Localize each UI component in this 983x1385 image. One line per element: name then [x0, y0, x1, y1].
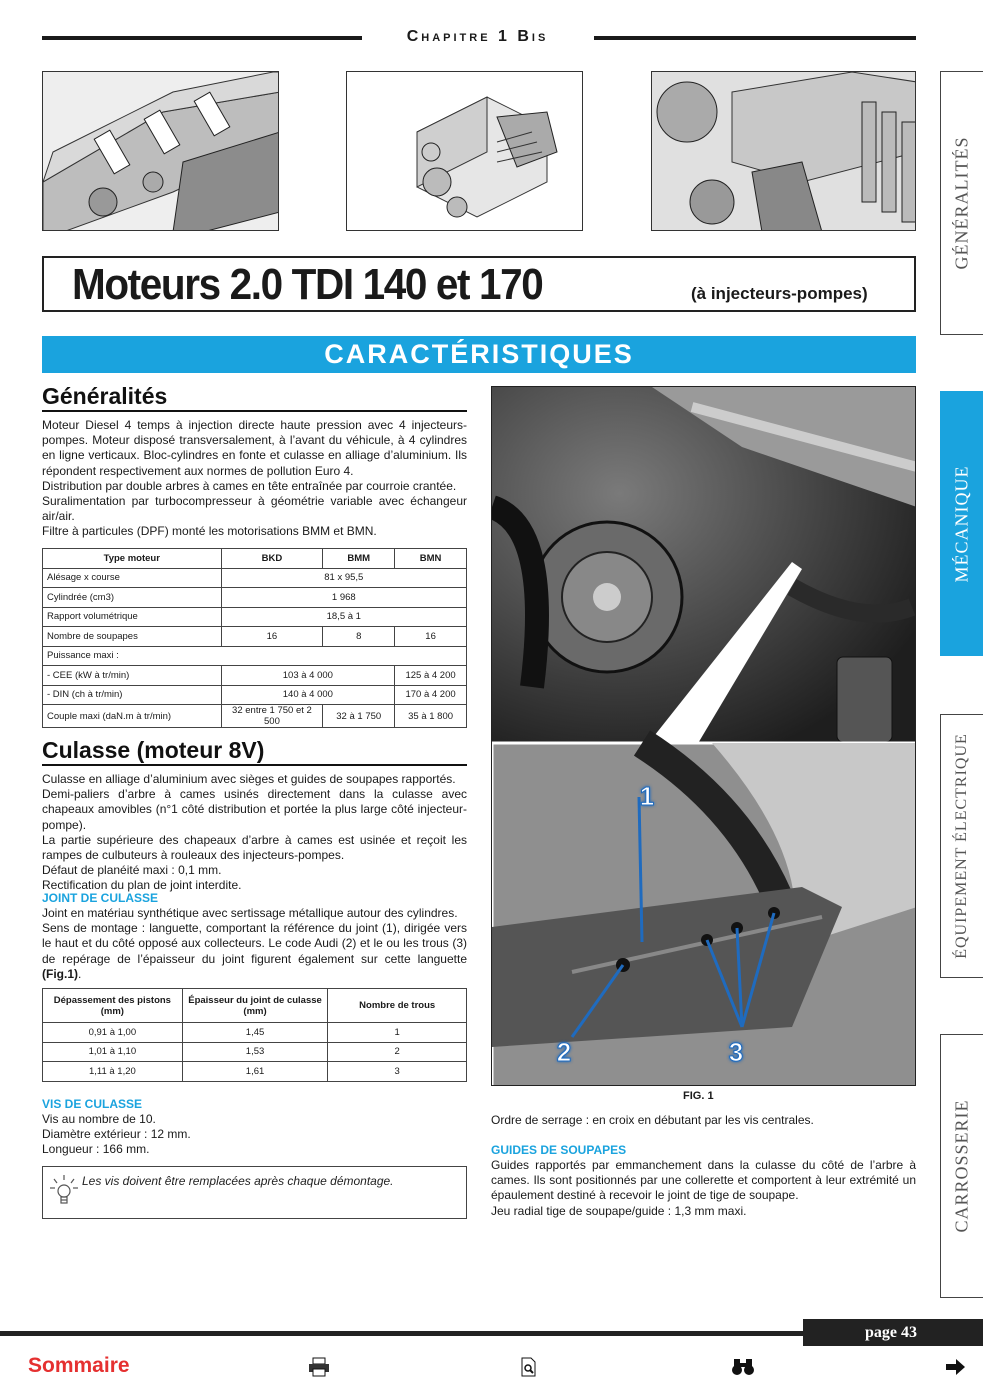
table-cell: Alésage x course [43, 568, 222, 588]
heading-underline [42, 764, 467, 766]
section-banner: CARACTÉRISTIQUES [42, 336, 916, 373]
paragraph: Joint en matériau synthétique avec sertissage métallique autour des cylindres. [42, 906, 458, 920]
culasse-text [42, 772, 467, 894]
engine-photo-2 [346, 71, 583, 231]
note-text: Les vis doivent être remplacées après chaque démontage. [82, 1174, 394, 1188]
table-header: Nombre de trous [328, 989, 467, 1023]
table-cell: 81 x 95,5 [221, 568, 466, 588]
table-cell: 35 à 1 800 [395, 705, 467, 728]
vis-text [42, 1112, 467, 1158]
chapter-title: Chapitre 1 Bis [406, 28, 549, 45]
joint-text [42, 906, 467, 982]
tab-carrosserie-label: CARROSSERIE [951, 1099, 972, 1233]
table-header: Dépassement des pistons (mm) [43, 989, 183, 1023]
table-cell: 1,11 à 1,20 [43, 1062, 183, 1082]
paragraph-text: Sens de montage : languette, comportant la référence du joint (1), dirigée vers le haut et du côté opposé aux collecteurs. Le code Audi (2) et le ou les trous (3) de repérage de l’épaisseur du joint figurent également sur cette languette [42, 921, 467, 966]
page-subtitle: (à injecteurs-pompes) [691, 284, 868, 303]
table-cell: 140 à 4 000 [221, 685, 395, 705]
callout-3: 3 [728, 1037, 744, 1067]
table-cell: - CEE (kW à tr/min) [43, 666, 222, 686]
tab-mecanique-label: MÉCANIQUE [951, 465, 972, 582]
note-box [42, 1166, 467, 1219]
paragraph: Demi-paliers d’arbre à cames usinés directement dans la culasse avec chapeaux amovibles (n°1 côté distribution et portée la plus large côté injecteur-pompe). [42, 787, 467, 832]
table-row [43, 568, 467, 588]
figure-1-photo [491, 386, 916, 1086]
table-header-row [43, 989, 467, 1023]
table-row [43, 1042, 467, 1062]
paragraph: Longueur : 166 mm. [42, 1142, 150, 1157]
paragraph: Culasse en alliage d’aluminium avec sièges et guides de soupapes rapportés. [42, 772, 456, 786]
table-cell: 0,91 à 1,00 [43, 1023, 183, 1043]
table-row [43, 685, 467, 705]
paragraph: Guides rapportés par emmanchement dans la culasse du côté de l’arbre à cames. Ils sont positionnés par une collerette et comportent à leur extrémité un épaulement destiné à recevoir le joint de tige de soupape. [491, 1158, 916, 1203]
paragraph: Filtre à particules (DPF) monté les motorisations BMM et BMN. [42, 524, 377, 539]
table-header: BMM [323, 549, 395, 569]
tab-generalites[interactable] [940, 71, 983, 335]
table-cell: 1 [328, 1023, 467, 1043]
table-cell: 3 [328, 1062, 467, 1082]
table-cell: Rapport volumétrique [43, 607, 222, 627]
paragraph: Défaut de planéité maxi : 0,1 mm. [42, 863, 222, 878]
table-cell: 18,5 à 1 [221, 607, 466, 627]
table-cell: - DIN (ch à tr/min) [43, 685, 222, 705]
joint-heading: JOINT DE CULASSE [42, 891, 159, 905]
engine-photo-3 [651, 71, 916, 231]
engine-spec-table [42, 548, 467, 728]
table-cell: 1 968 [221, 588, 466, 608]
table-cell: 2 [328, 1042, 467, 1062]
table-cell: 103 à 4 000 [221, 666, 395, 686]
search-document-icon[interactable] [520, 1357, 538, 1383]
table-cell: Nombre de soupapes [43, 627, 222, 647]
figure-caption: FIG. 1 [683, 1090, 714, 1102]
table-cell: 16 [395, 627, 467, 647]
table-cell: 170 à 4 200 [395, 685, 467, 705]
table-row [43, 646, 467, 666]
sommaire-link[interactable]: Sommaire [28, 1354, 130, 1377]
paragraph: Diamètre extérieur : 12 mm. [42, 1127, 191, 1142]
tab-mecanique[interactable] [940, 391, 983, 656]
vis-heading: VIS DE CULASSE [42, 1097, 143, 1111]
table-row [43, 627, 467, 647]
table-cell: 32 à 1 750 [323, 705, 395, 728]
tab-generalites-label: GÉNÉRALITÉS [951, 136, 972, 270]
header-rule-right [594, 36, 916, 40]
figure-reference: (Fig.1) [42, 966, 78, 981]
paragraph: Jeu radial tige de soupape/guide : 1,3 mm maxi. [491, 1203, 747, 1218]
table-row [43, 1062, 467, 1082]
lightbulb-icon [49, 1173, 79, 1211]
tab-equipement-electrique[interactable] [940, 714, 983, 978]
table-cell: Puissance maxi : [43, 646, 467, 666]
paragraph: Moteur Diesel 4 temps à injection directe haute pression avec 4 injecteurs-pompes. Moteur disposé transversalement, à l’avant du véhicule, à 4 cylindres en ligne verticaux. Bloc-cylindres en fonte et culasse en alliage d’aluminium. Ils répondent respectivement aux normes de pollution Euro 4. [42, 418, 467, 478]
table-header-row [43, 549, 467, 569]
table-header: Épaisseur du joint de culasse (mm) [182, 989, 328, 1023]
generalites-text [42, 418, 467, 540]
binoculars-icon[interactable] [731, 1357, 755, 1383]
table-header: BKD [221, 549, 323, 569]
table-row [43, 666, 467, 686]
table-header: Type moteur [43, 549, 222, 569]
generalites-heading: Généralités [42, 383, 168, 409]
table-row [43, 1023, 467, 1043]
serrage-text: Ordre de serrage : en croix en débutant par les vis centrales. [491, 1113, 814, 1127]
page-number: page 43 [803, 1319, 983, 1346]
paragraph-end: . [78, 966, 82, 981]
culasse-heading: Culasse (moteur 8V) [42, 737, 265, 763]
paragraph: Rectification du plan de joint interdite. [42, 878, 242, 893]
paragraph: Vis au nombre de 10. [42, 1112, 156, 1126]
table-cell: 8 [323, 627, 395, 647]
table-row [43, 607, 467, 627]
paragraph [42, 921, 467, 982]
table-cell: 1,53 [182, 1042, 328, 1062]
callout-1: 1 [639, 781, 655, 811]
table-row [43, 588, 467, 608]
header-rule-left [42, 36, 362, 40]
table-cell: 16 [221, 627, 323, 647]
heading-underline [42, 410, 467, 412]
joint-thickness-table [42, 988, 467, 1082]
table-header: BMN [395, 549, 467, 569]
page-title: Moteurs 2.0 TDI 140 et 170 [72, 260, 543, 309]
table-cell: Cylindrée (cm3) [43, 588, 222, 608]
table-cell: 1,45 [182, 1023, 328, 1043]
next-arrow-icon[interactable] [945, 1357, 967, 1383]
callout-2: 2 [556, 1037, 572, 1067]
guides-text [491, 1158, 916, 1219]
paragraph: Suralimentation par turbocompresseur à géométrie variable avec échangeur air/air. [42, 494, 467, 524]
table-cell: 1,61 [182, 1062, 328, 1082]
table-cell: Couple maxi (daN.m à tr/min) [43, 705, 222, 728]
paragraph: La partie supérieure des chapeaux d’arbre à cames est usinée et reçoit les rampes de culbuteurs à rouleaux des injecteurs-pompes. [42, 832, 467, 863]
tab-equipement-electrique-label: ÉQUIPEMENT ÉLECTRIQUE [953, 733, 970, 959]
page-title-box [42, 256, 916, 312]
engine-photo-1 [42, 71, 279, 231]
guides-heading: GUIDES DE SOUPAPES [491, 1143, 627, 1157]
table-cell: 32 entre 1 750 et 2 500 [221, 705, 323, 728]
print-icon[interactable] [308, 1357, 330, 1383]
table-cell: 1,01 à 1,10 [43, 1042, 183, 1062]
tab-carrosserie[interactable] [940, 1034, 983, 1298]
paragraph: Distribution par double arbres à cames en tête entraînée par courroie crantée. [42, 478, 457, 493]
table-row [43, 705, 467, 728]
table-cell: 125 à 4 200 [395, 666, 467, 686]
